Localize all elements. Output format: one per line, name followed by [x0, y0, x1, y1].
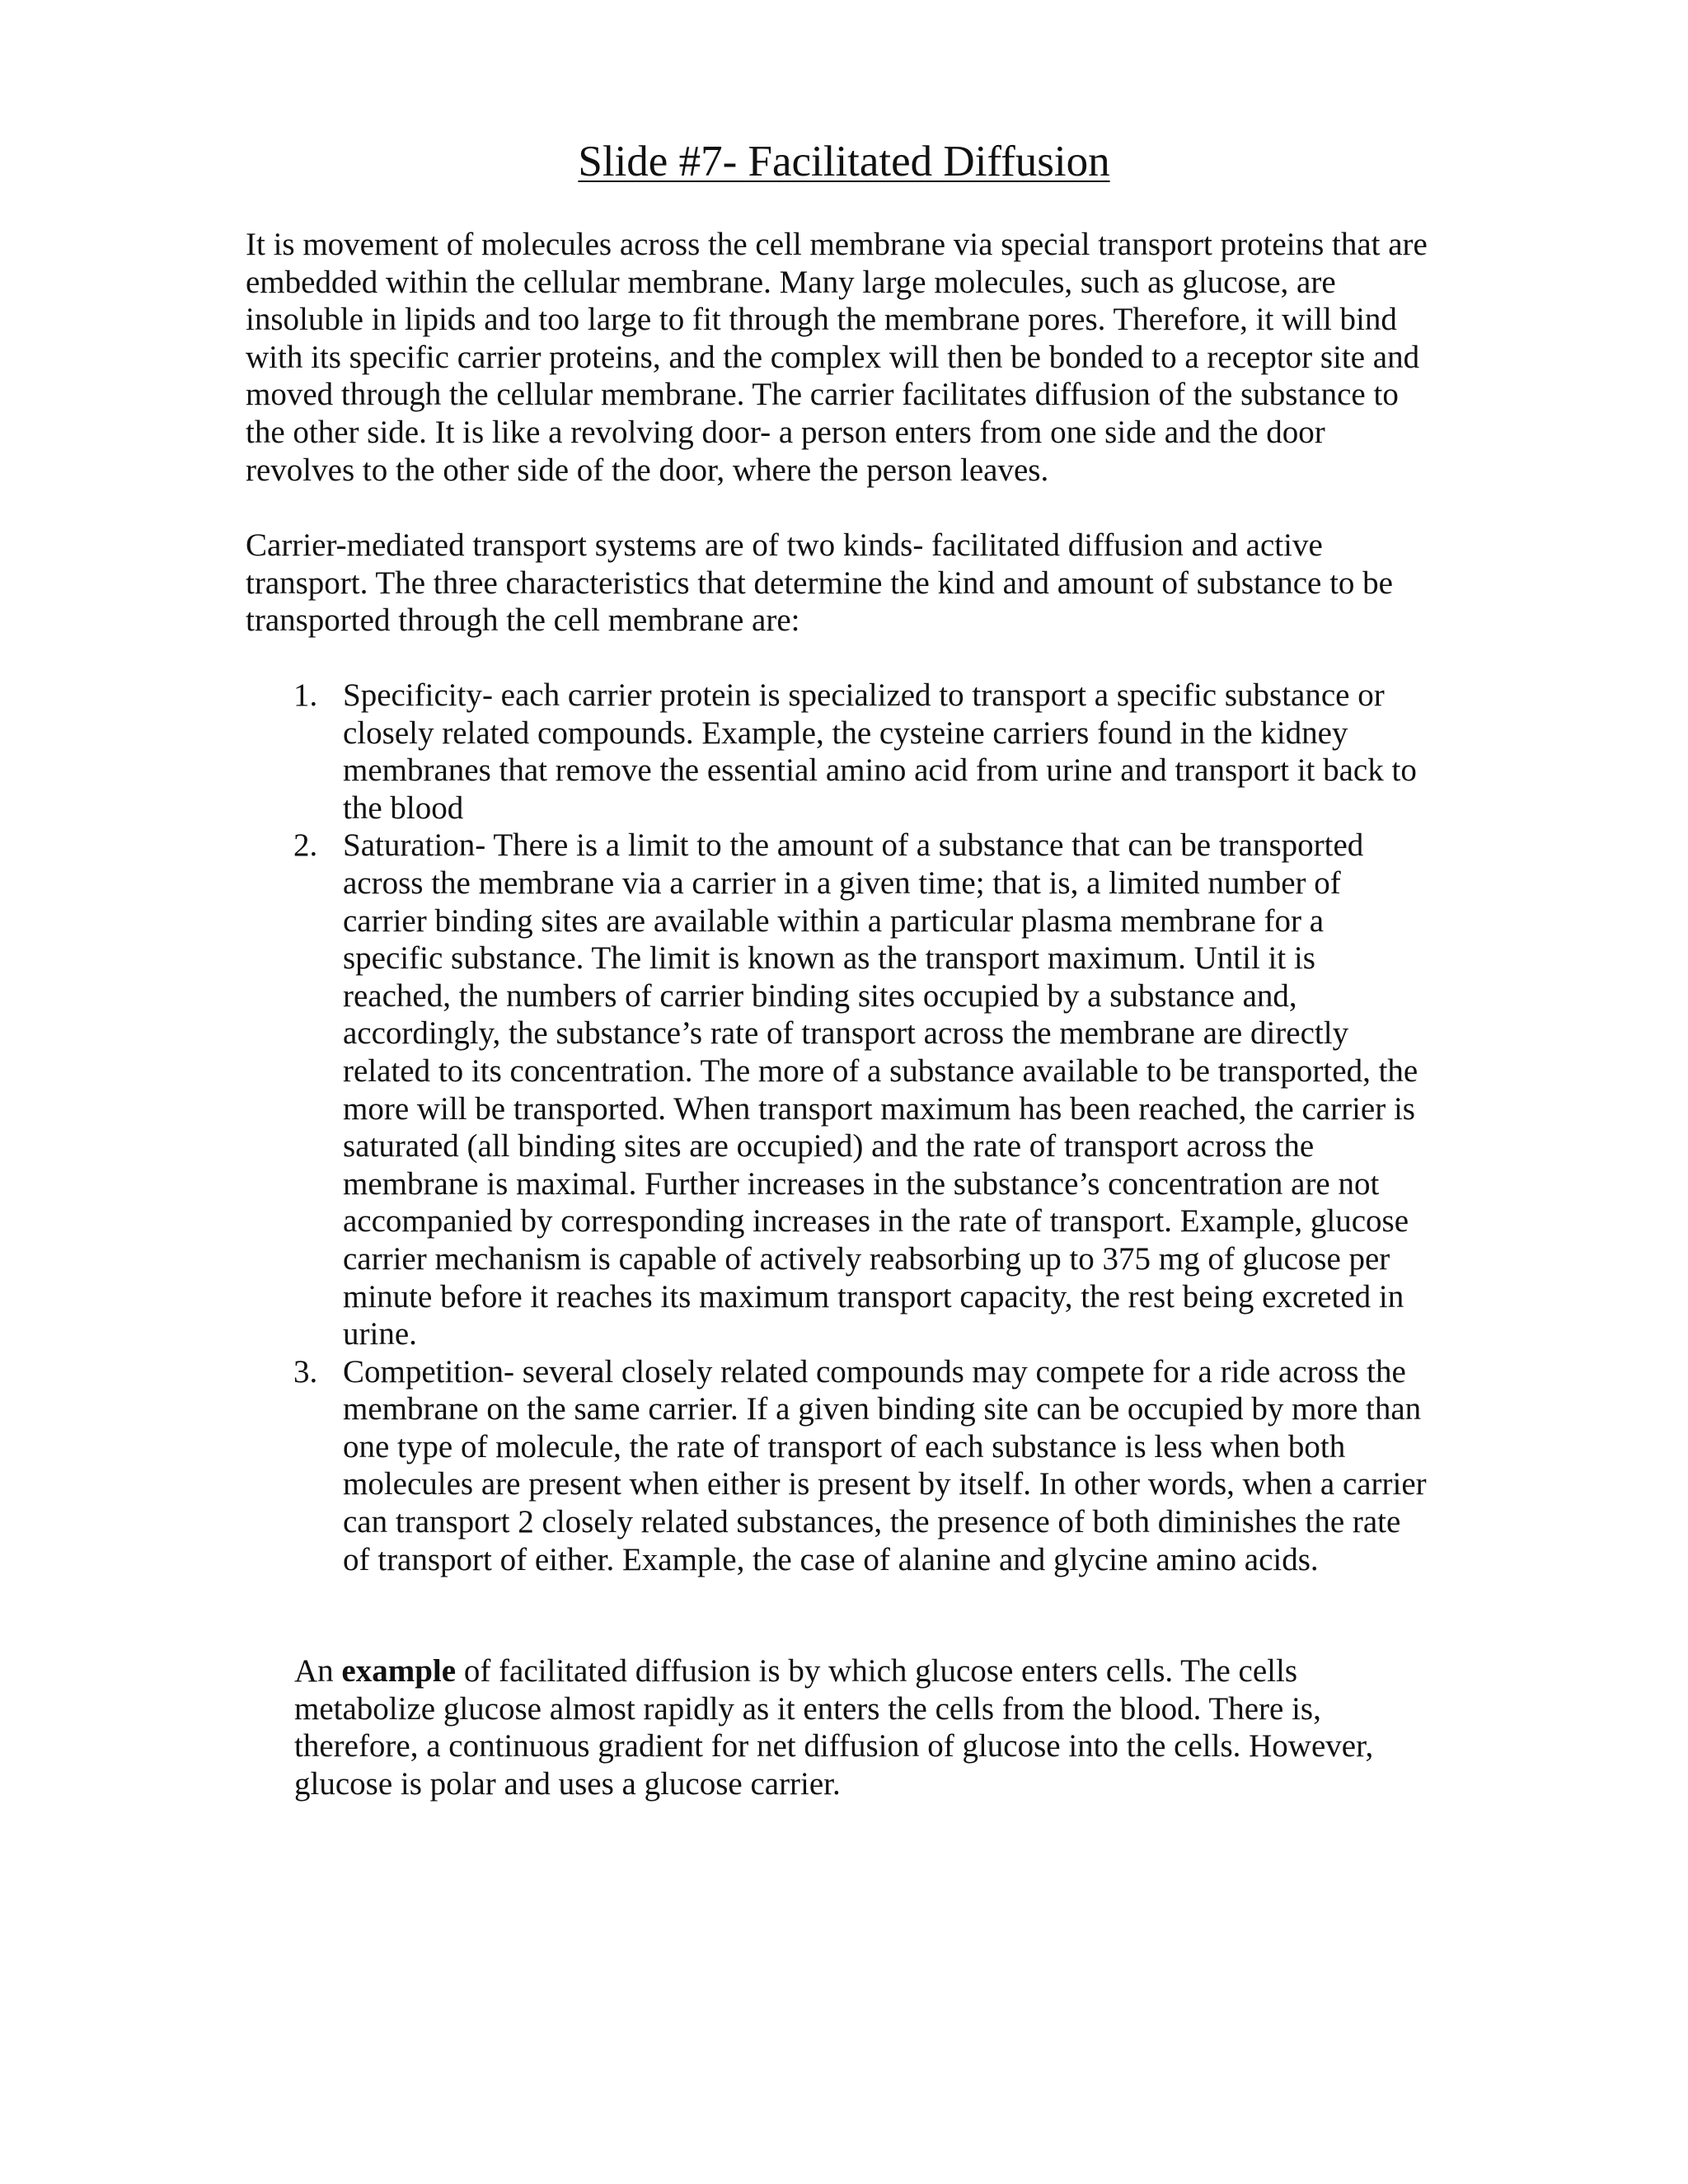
- list-item: [0, 677, 1688, 827]
- list-item-number: 2.: [293, 827, 318, 864]
- page-title: Slide #7- Facilitated Diffusion: [578, 138, 1110, 185]
- list-item: [0, 1353, 1688, 1579]
- list-item-number: 1.: [293, 677, 318, 713]
- list-item-text: Competition- several closely related compounds may compete for a ride across the membrane on the same carrier. If a given binding site can be occupied by more than one type of molecule, the rate of transport of each substance is less when both molecules are present when either is present by itself. In other words, when a carrier can transport 2 closely related substances, the presence of both diminishes the rate of transport of either. Example, the case of alanine and glycine amino acids.: [343, 1353, 1427, 1577]
- list-item-number: 3.: [293, 1353, 318, 1390]
- example-paragraph-lead: An: [294, 1653, 342, 1689]
- example-paragraph-bold: example: [341, 1653, 457, 1689]
- list-item-text: Specificity- each carrier protein is specialized to transport a specific substance or closely related compounds. Example, the cysteine carriers found in the kidney membranes that remove the essential amino acid from urine and transport it back to the blood: [343, 677, 1417, 826]
- list-item: [0, 827, 1688, 1352]
- carrier-transport-paragraph: Carrier-mediated transport systems are of two kinds- facilitated diffusion and active transport. The three characteristics that determine the kind and amount of substance to be transported through the cell membrane are:: [246, 527, 1393, 639]
- characteristics-list: [0, 677, 1688, 1578]
- list-item-text: Saturation- There is a limit to the amount of a substance that can be transported across the membrane via a carrier in a given time; that is, a limited number of carrier binding sites are available within a particular plasma membrane for a specific substance. The limit is known as the transport maximum. Until it is reached, the numbers of carrier binding sites occupied by a substance and, accordingly, the substance’s rate of transport across the membrane are directly related to its concentration. The more of a substance available to be transported, the more will be transported. When transport maximum has been reached, the carrier is saturated (all binding sites are occupied) and the rate of transport across the membrane is maximal. Further increases in the substance’s concentration are not accompanied by corresponding increases in the rate of transport. Example, glucose carrier mechanism is capable of actively reabsorbing up to 375 mg of glucose per minute before it reaches its maximum transport capacity, the rest being excreted in urine.: [343, 827, 1418, 1352]
- example-paragraph: [294, 1652, 1415, 1802]
- example-paragraph-rest: of facilitated diffusion is by which glucose enters cells. The cells metabolize glucose almost rapidly as it enters the cells from the blood. There is, therefore, a continuous gradient for net diffusion of glucose into the cells. However, glucose is polar and uses a glucose carrier.: [294, 1653, 1374, 1802]
- intro-paragraph: It is movement of molecules across the cell membrane via special transport proteins that are embedded within the cellular membrane. Many large molecules, such as glucose, are insoluble in lipids and too large to fit through the membrane pores. Therefore, it will bind with its specific carrier proteins, and the complex will then be bonded to a receptor site and moved through the cellular membrane. The carrier facilitates diffusion of the substance to the other side. It is like a revolving door- a person enters from one side and the door revolves to the other side of the door, where the person leaves.: [246, 227, 1428, 488]
